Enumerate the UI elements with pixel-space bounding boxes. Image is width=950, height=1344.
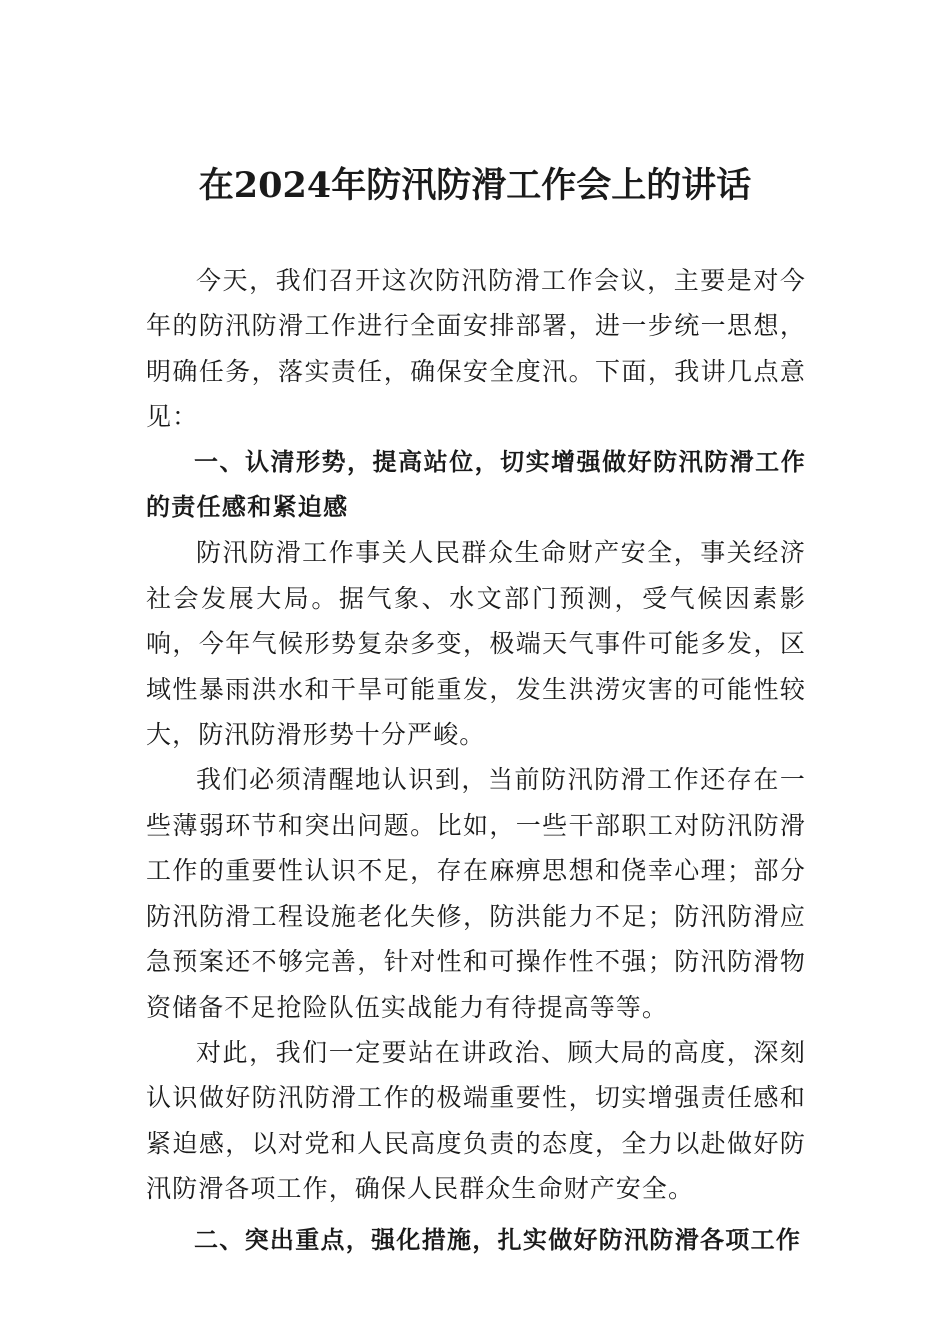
body-paragraph: 我们必须清醒地认识到，当前防汛防滑工作还存在一些薄弱环节和突出问题。比如，一些干部职工对防汛防滑工作的重要性认识不足，存在麻痹思想和侥幸心理；部分防汛防滑工程设施老化失修，防洪能力不足；防汛防滑应急预案还不够完善，针对性和可操作性不强；防汛防滑物资储备不足抢险队伍实战能力有待提高等等。	[146, 765, 806, 1022]
body-paragraph: 防汛防滑工作事关人民群众生命财产安全，事关经济社会发展大局。据气象、水文部门预测，受气候因素影响，今年气候形势复杂多变，极端天气事件可能多发，区域性暴雨洪水和干旱可能重发，发生洪涝灾害的可能性较大，防汛防滑形势十分严峻。	[146, 538, 806, 750]
section-heading-1: 一、认清形势，提高站位，切实增强做好防汛防滑工作的责任感和紧迫感	[146, 447, 806, 522]
document-title: 在2024年防汛防滑工作会上的讲话	[198, 165, 752, 206]
document-body	[146, 258, 806, 1263]
intro-paragraph: 今天，我们召开这次防汛防滑工作会议，主要是对今年的防汛防滑工作进行全面安排部署，进一步统一思想，明确任务，落实责任，确保安全度汛。下面，我讲几点意见：	[146, 266, 806, 432]
section-heading-2: 二、突出重点，强化措施，扎实做好防汛防滑各项工作	[194, 1225, 802, 1254]
body-paragraph: 对此，我们一定要站在讲政治、顾大局的高度，深刻认识做好防汛防滑工作的极端重要性，切实增强责任感和紧迫感，以对党和人民高度负责的态度，全力以赴做好防汛防滑各项工作，确保人民群众生命财产安全。	[146, 1037, 806, 1204]
